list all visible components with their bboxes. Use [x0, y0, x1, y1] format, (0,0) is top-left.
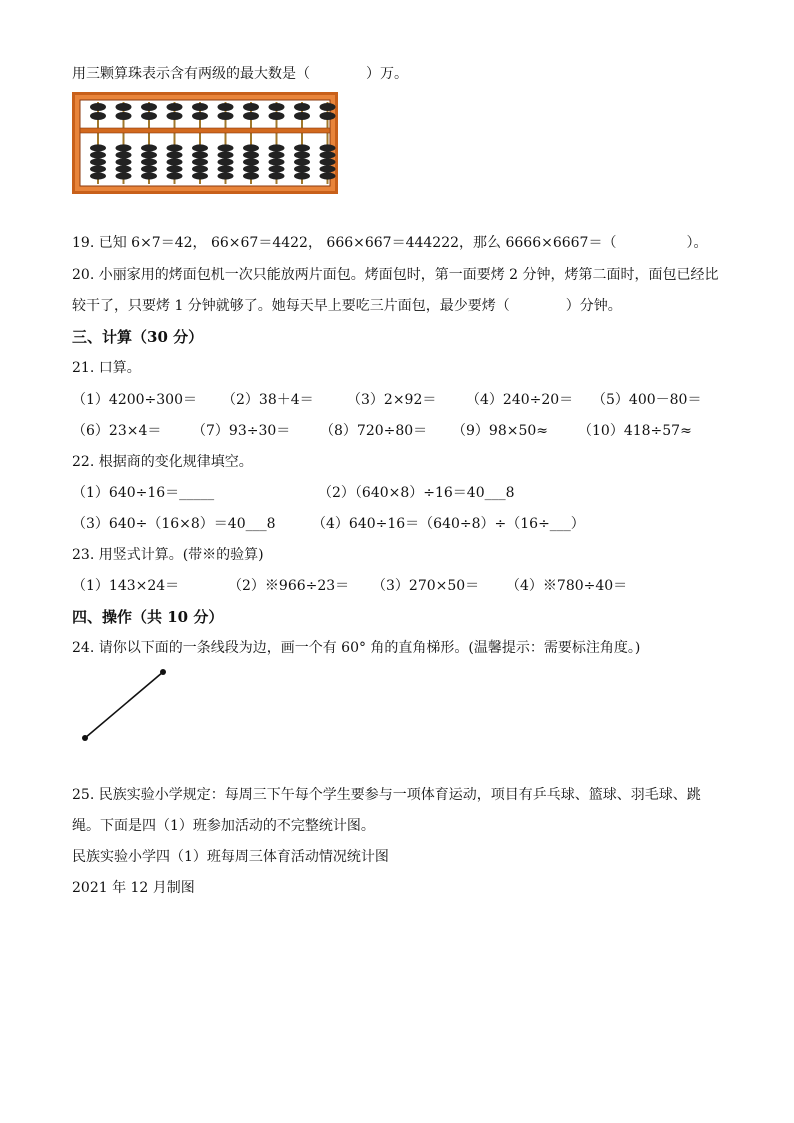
line-segment-figure	[72, 662, 182, 747]
abacus-bead-lower	[320, 172, 336, 179]
question-18-text: 用三颗算珠表示含有两级的最大数是（ ）万。	[72, 66, 408, 82]
abacus-bead-upper	[269, 103, 285, 111]
abacus-bead-lower	[243, 144, 259, 151]
abacus-bead-lower	[269, 165, 285, 172]
abacus-bead-lower	[141, 151, 157, 158]
q22-item-2: （2）（640×8）÷16＝40___8	[318, 485, 515, 501]
abacus-bead-lower	[141, 158, 157, 165]
abacus-bead-lower	[243, 151, 259, 158]
abacus-bead-lower	[269, 158, 285, 165]
q21-item-1: （1）4200÷300＝	[72, 392, 197, 408]
q21-item-2: （2）38＋4＝	[222, 392, 314, 408]
abacus-bead-lower	[141, 144, 157, 151]
abacus-bead-lower	[90, 172, 106, 179]
abacus-bead-lower	[269, 151, 285, 158]
q21-item-6: （6）23×4＝	[72, 423, 162, 439]
abacus-bead-lower	[294, 165, 310, 172]
abacus-beam	[80, 128, 330, 133]
abacus-bead-lower	[218, 165, 234, 172]
abacus-bead-lower	[192, 158, 208, 165]
abacus-bead-upper	[116, 112, 132, 120]
abacus-bead-lower	[116, 144, 132, 151]
abacus-bead-lower	[167, 151, 183, 158]
abacus-bead-lower	[167, 144, 183, 151]
abacus-bead-upper	[320, 103, 336, 111]
abacus-bead-upper	[141, 112, 157, 120]
abacus-image	[72, 92, 338, 194]
abacus-bead-lower	[192, 151, 208, 158]
abacus-bead-lower	[294, 158, 310, 165]
q21-item-3: （3）2×92＝	[347, 392, 437, 408]
abacus-bead-lower	[294, 172, 310, 179]
abacus-bead-lower	[90, 144, 106, 151]
q23-item-3: （3）270×50＝	[372, 578, 480, 594]
abacus-bead-lower	[116, 158, 132, 165]
abacus-bead-lower	[167, 158, 183, 165]
question-19-text: 19. 已知 6×7＝42， 66×67＝4422， 666×667＝444222，那么 6666×6667＝（ ）。	[72, 235, 708, 251]
abacus-bead-lower	[243, 172, 259, 179]
q23-item-2: （2）※966÷23＝	[228, 578, 350, 594]
abacus-bead-upper	[218, 112, 234, 120]
abacus-bead-upper	[192, 103, 208, 111]
abacus-bead-lower	[269, 172, 285, 179]
abacus-bead-lower	[218, 158, 234, 165]
abacus-bead-upper	[294, 103, 310, 111]
abacus-bead-upper	[116, 103, 132, 111]
abacus-bead-lower	[243, 158, 259, 165]
section-4-title: 四、操作（共 10 分）	[72, 608, 224, 626]
question-20-line2: 较干了，只要烤 1 分钟就够了。她每天早上要吃三片面包，最少要烤（ ）分钟。	[72, 298, 622, 314]
abacus-bead-upper	[90, 112, 106, 120]
q22-item-1: （1）640÷16＝_____	[72, 485, 215, 501]
abacus-bead-lower	[116, 151, 132, 158]
q21-item-10: （10）418÷57≈	[578, 423, 692, 439]
abacus-bead-lower	[90, 165, 106, 172]
abacus-bead-lower	[320, 165, 336, 172]
q21-item-4: （4）240÷20＝	[466, 392, 574, 408]
abacus-bead-lower	[269, 144, 285, 151]
abacus-bead-upper	[294, 112, 310, 120]
abacus-bead-lower	[320, 158, 336, 165]
question-23-title: 23. 用竖式计算。(带※的验算)	[72, 547, 264, 563]
chart-title: 民族实验小学四（1）班每周三体育活动情况统计图	[72, 849, 389, 865]
abacus-bead-upper	[243, 112, 259, 120]
abacus-bead-lower	[192, 144, 208, 151]
abacus-bead-lower	[90, 151, 106, 158]
abacus-bead-lower	[141, 172, 157, 179]
abacus-bead-lower	[192, 165, 208, 172]
abacus-bead-upper	[218, 103, 234, 111]
abacus-bead-upper	[90, 103, 106, 111]
abacus-bead-lower	[294, 151, 310, 158]
q22-item-4: （4）640÷16＝（640÷8）÷（16÷___）	[312, 516, 585, 532]
segment-endpoint-right	[160, 669, 166, 675]
question-20-line1: 20. 小丽家用的烤面包机一次只能放两片面包。烤面包时，第一面要烤 2 分钟，烤第二面时，面包已经比	[72, 267, 719, 283]
abacus-bead-upper	[167, 103, 183, 111]
abacus-bead-upper	[320, 112, 336, 120]
abacus-bead-lower	[90, 158, 106, 165]
question-22-title: 22. 根据商的变化规律填空。	[72, 454, 253, 470]
abacus-bead-lower	[192, 172, 208, 179]
abacus-bead-lower	[167, 165, 183, 172]
q21-item-5: （5）400－80＝	[592, 392, 702, 408]
abacus-bead-lower	[218, 151, 234, 158]
q21-item-9: （9）98×50≈	[452, 423, 548, 439]
section-3-title: 三、计算（30 分）	[72, 328, 204, 346]
abacus-bead-lower	[294, 144, 310, 151]
abacus-bead-upper	[192, 112, 208, 120]
q23-item-1: （1）143×24＝	[72, 578, 180, 594]
abacus-bead-upper	[243, 103, 259, 111]
abacus-bead-upper	[269, 112, 285, 120]
question-21-title: 21. 口算。	[72, 360, 141, 376]
abacus-bead-lower	[320, 151, 336, 158]
q23-item-4: （4）※780÷40＝	[506, 578, 628, 594]
abacus-bead-upper	[167, 112, 183, 120]
abacus-bead-lower	[116, 172, 132, 179]
line-segment	[85, 672, 163, 738]
q21-item-7: （7）93÷30＝	[192, 423, 291, 439]
abacus-bead-lower	[167, 172, 183, 179]
question-24-text: 24. 请你以下面的一条线段为边，画一个有 60° 角的直角梯形。(温馨提示：需要标注角度。)	[72, 640, 641, 656]
question-25-line1: 25. 民族实验小学规定：每周三下午每个学生要参与一项体育运动，项目有乒乓球、篮球、羽毛球、跳	[72, 787, 701, 803]
q22-item-3: （3）640÷（16×8）＝40___8	[72, 516, 276, 532]
abacus-bead-upper	[141, 103, 157, 111]
abacus-bead-lower	[243, 165, 259, 172]
chart-date: 2021 年 12 月制图	[72, 880, 195, 896]
abacus-bead-lower	[116, 165, 132, 172]
question-25-line2: 绳。下面是四（1）班参加活动的不完整统计图。	[72, 818, 375, 834]
abacus-bead-lower	[141, 165, 157, 172]
abacus-bead-lower	[320, 144, 336, 151]
segment-endpoint-left	[82, 735, 88, 741]
q21-item-8: （8）720÷80＝	[320, 423, 428, 439]
abacus-bead-lower	[218, 144, 234, 151]
abacus-bead-lower	[218, 172, 234, 179]
